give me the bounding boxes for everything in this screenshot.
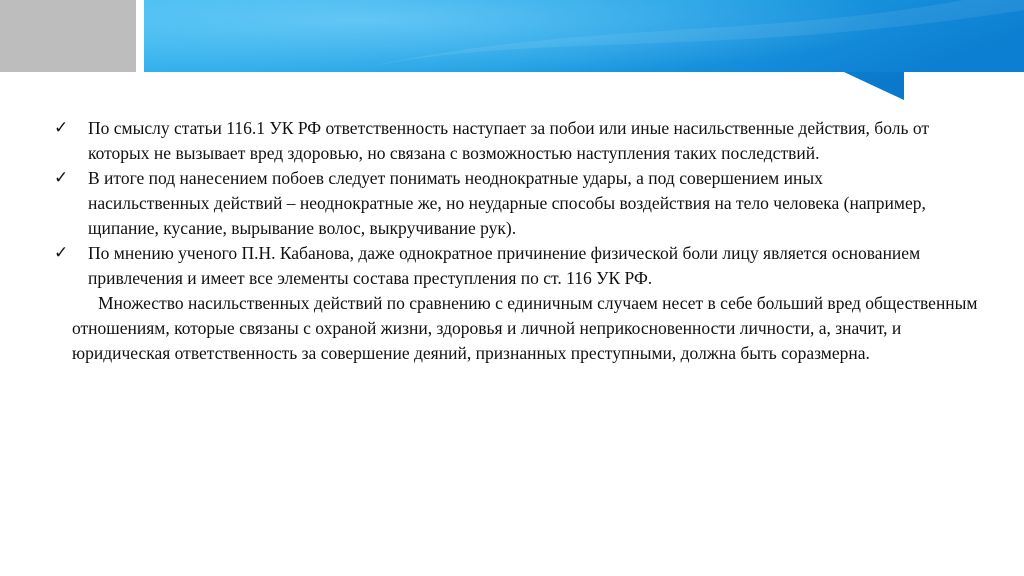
slide-content bbox=[54, 116, 994, 366]
bullet-text: По мнению ученого П.Н. Кабанова, даже однократное причинение физической боли лицу является основанием привлечения и имеет все элементы состава преступления по ст. 116 УК РФ. bbox=[88, 243, 921, 288]
bullet-list bbox=[54, 116, 994, 291]
bullet-item bbox=[54, 241, 948, 291]
banner-graphic bbox=[144, 0, 1024, 100]
check-icon: ✓ bbox=[54, 118, 69, 138]
bullet-text: В итоге под нанесением побоев следует понимать неоднократные удары, а под совершением иных насильственных действий – неоднократные же, но неударные способы воздействия на тело человека (например, щипание, кусание, вырывание волос, выкручивание рук). bbox=[88, 168, 926, 238]
check-icon: ✓ bbox=[54, 243, 69, 263]
check-icon: ✓ bbox=[54, 168, 69, 188]
bullet-item bbox=[54, 116, 948, 166]
summary-paragraph: Множество насильственных действий по сравнению с единичным случаем несет в себе больший вред общественным отношениям, которые связаны с охраной жизни, здоровья и личной неприкосновенности личности, а, значит, и юридическая ответственность за совершение деяний, признанных преступными, должна быть соразмерна. bbox=[72, 293, 978, 363]
bullet-text: По смыслу статьи 116.1 УК РФ ответственность наступает за побои или иные насильственные действия, боль от которых не вызывает вред здоровью, но связана с возможностью наступления таких последствий. bbox=[88, 118, 929, 163]
bullet-item bbox=[54, 166, 948, 241]
header-banner bbox=[144, 0, 1024, 100]
header-gray-block bbox=[0, 0, 136, 72]
